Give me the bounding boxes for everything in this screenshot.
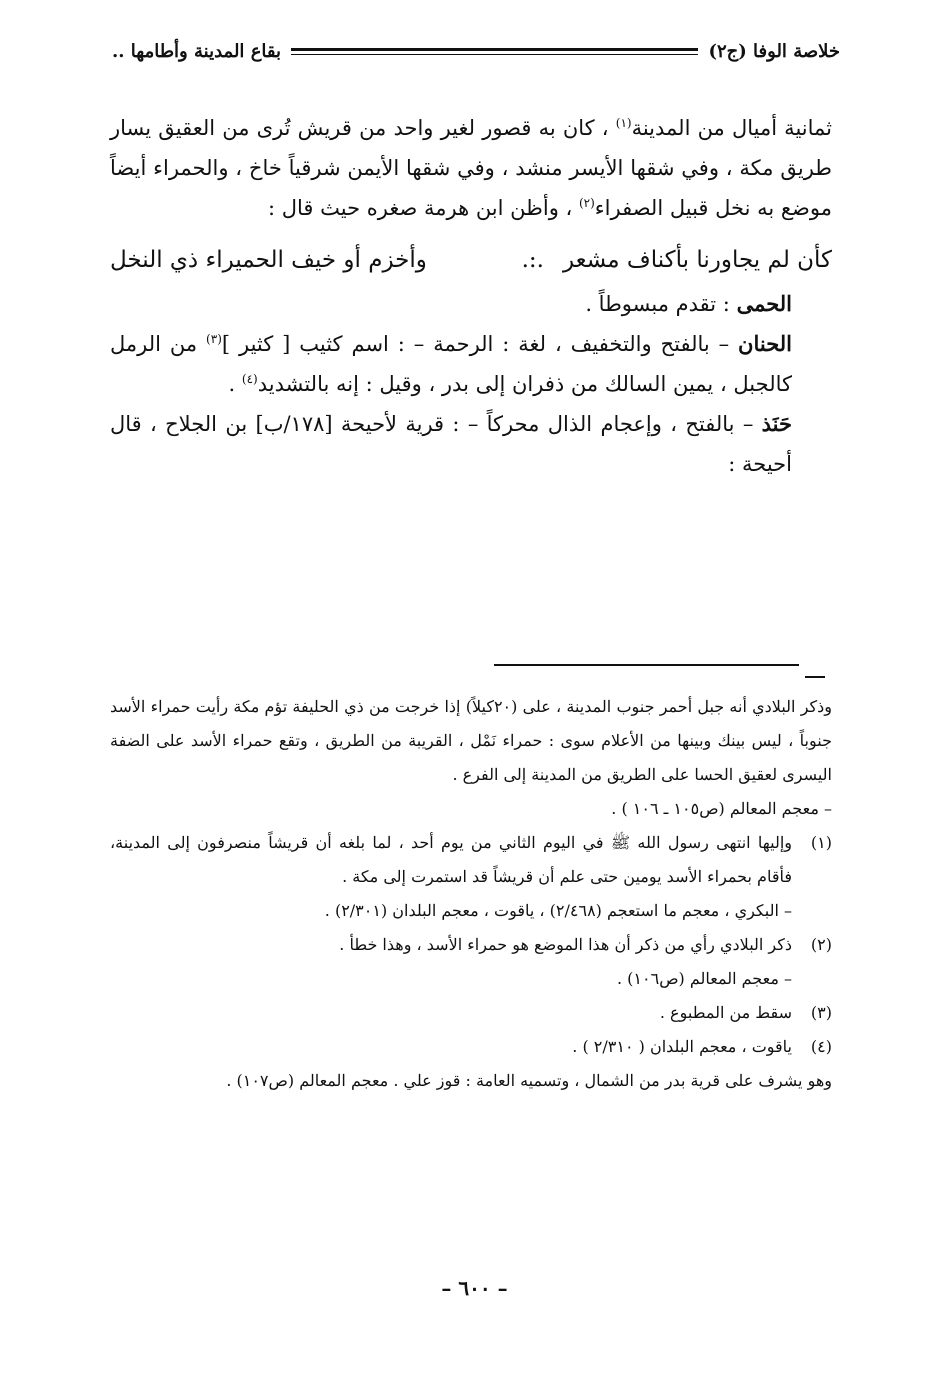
text-run: – بالفتح والتخفيف ، لغة : الرحمة – : اسم كثيب [ كثير ]: [221, 332, 739, 356]
footnote-text: ذكر البلادي رأي من ذكر أن هذا الموضع هو حمراء الأسد ، وهذا خطأ .: [339, 935, 792, 954]
footnote-4: [110, 1030, 832, 1064]
header-rule: [291, 48, 698, 55]
footnote-separator-dash: [805, 676, 825, 678]
running-header: [112, 36, 840, 66]
footnote-ref-2[interactable]: (٢): [578, 196, 595, 210]
footnote-continuation: وذكر البلادي أنه جبل أحمر جنوب المدينة ، على (٢٠كيلاً) إذا خرجت من ذي الحليفة تؤم مكة رأيت حمراء الأسد جنوباً ، ليس بينك وبينها من الأعلام سوى : حمراء نَمْل ، القريبة من الطريق ، وتقع حمراء الأسد على الضفة اليسرى لعقيق الحسا على الطريق من المدينة إلى الفرع .: [110, 697, 832, 784]
footnote-text: سقط من المطبوع .: [659, 1003, 792, 1022]
text-run: ، كان به قصور لغير واحد من قريش تُرى من العقيق يسار طريق مكة ، وفي شقها الأيسر منشد ، وفي شقها الأيمن شرقياً خاخ ، والحمراء أيضاً موضع به نخل قبيل الصفراء: [110, 116, 832, 220]
footnote-2: [110, 928, 832, 962]
poetry-verse: [110, 232, 832, 284]
footnote-number: (٣): [810, 1003, 832, 1022]
text-run: .: [228, 372, 242, 396]
verse-first-hemistich: كأن لم يجاورنا بأكناف مشعر: [562, 247, 832, 273]
footnote-text: ياقوت ، معجم البلدان ( ٢/٣١٠ ) .: [572, 1037, 792, 1056]
entry-hanadh: [110, 404, 832, 484]
header-book-title: خلاصة الوفا (ج٢): [708, 40, 840, 62]
entry-hanan: [110, 324, 832, 404]
footnote-continuation-source: – معجم المعالم (ص١٠٥ ـ ١٠٦ ) .: [611, 799, 832, 818]
footnotes: [110, 690, 832, 1098]
page-number: – ٦٠٠ –: [441, 1276, 508, 1300]
header-section-title: بقاع المدينة وأطامها ..: [112, 40, 282, 62]
entry-headword: حَنَذ: [761, 411, 792, 436]
footnote-ref-4[interactable]: (٤): [241, 372, 258, 386]
footnote-2-source: – معجم المعالم (ص١٠٦) .: [617, 969, 792, 988]
entry-hima: [110, 284, 832, 324]
entry-headword: الحنان: [738, 331, 792, 356]
footnote-1: [110, 826, 832, 894]
footnote-4-continuation: وهو يشرف على قرية بدر من الشمال ، وتسميه العامة : قوز علي . معجم المعالم (ص١٠٧) .: [226, 1071, 832, 1090]
footnote-3: [110, 996, 832, 1030]
main-text: [110, 108, 832, 484]
entry-headword: الحمى: [736, 291, 792, 316]
footnote-ref-1[interactable]: (١): [615, 116, 632, 130]
text-run: ، وأظن ابن هرمة صغره حيث قال :: [268, 196, 579, 220]
footnote-number: (١): [810, 833, 832, 852]
footnote-ref-3[interactable]: (٣): [206, 332, 222, 346]
text-run: : تقدم مبسوطاً .: [585, 292, 737, 316]
verse-separator: .:.: [521, 247, 544, 273]
verse-second-hemistich: وأخزم أو خيف الحميراء ذي النخل: [110, 247, 427, 273]
footnote-1-source: – البكري ، معجم ما استعجم (٢/٤٦٨) ، ياقوت ، معجم البلدان (٢/٣٠١) .: [324, 901, 792, 920]
footnote-text: وإليها انتهى رسول الله ﷺ في اليوم الثاني من يوم أحد ، لما بلغه أن قريشاً منصرفون إلى المدينة، فأقام بحمراء الأسد يومين حتى علم أن قريشاً قد استمرت إلى مكة .: [110, 833, 793, 886]
paragraph-1: [110, 108, 832, 228]
footnote-number: (٤): [810, 1037, 832, 1056]
text-run: ثمانية أميال من المدينة: [631, 116, 833, 140]
footnote-number: (٢): [810, 935, 832, 954]
text-run: – بالفتح ، وإعجام الذال محركاً – : قرية لأحيحة [١٧٨/ب] بن الجلاح ، قال أحيحة :: [110, 412, 792, 476]
text-run: من الرمل كالجبل ، يمين السالك من ذفران إلى بدر ، وقيل : إنه بالتشديد: [110, 332, 792, 396]
footnote-separator: [494, 664, 799, 666]
